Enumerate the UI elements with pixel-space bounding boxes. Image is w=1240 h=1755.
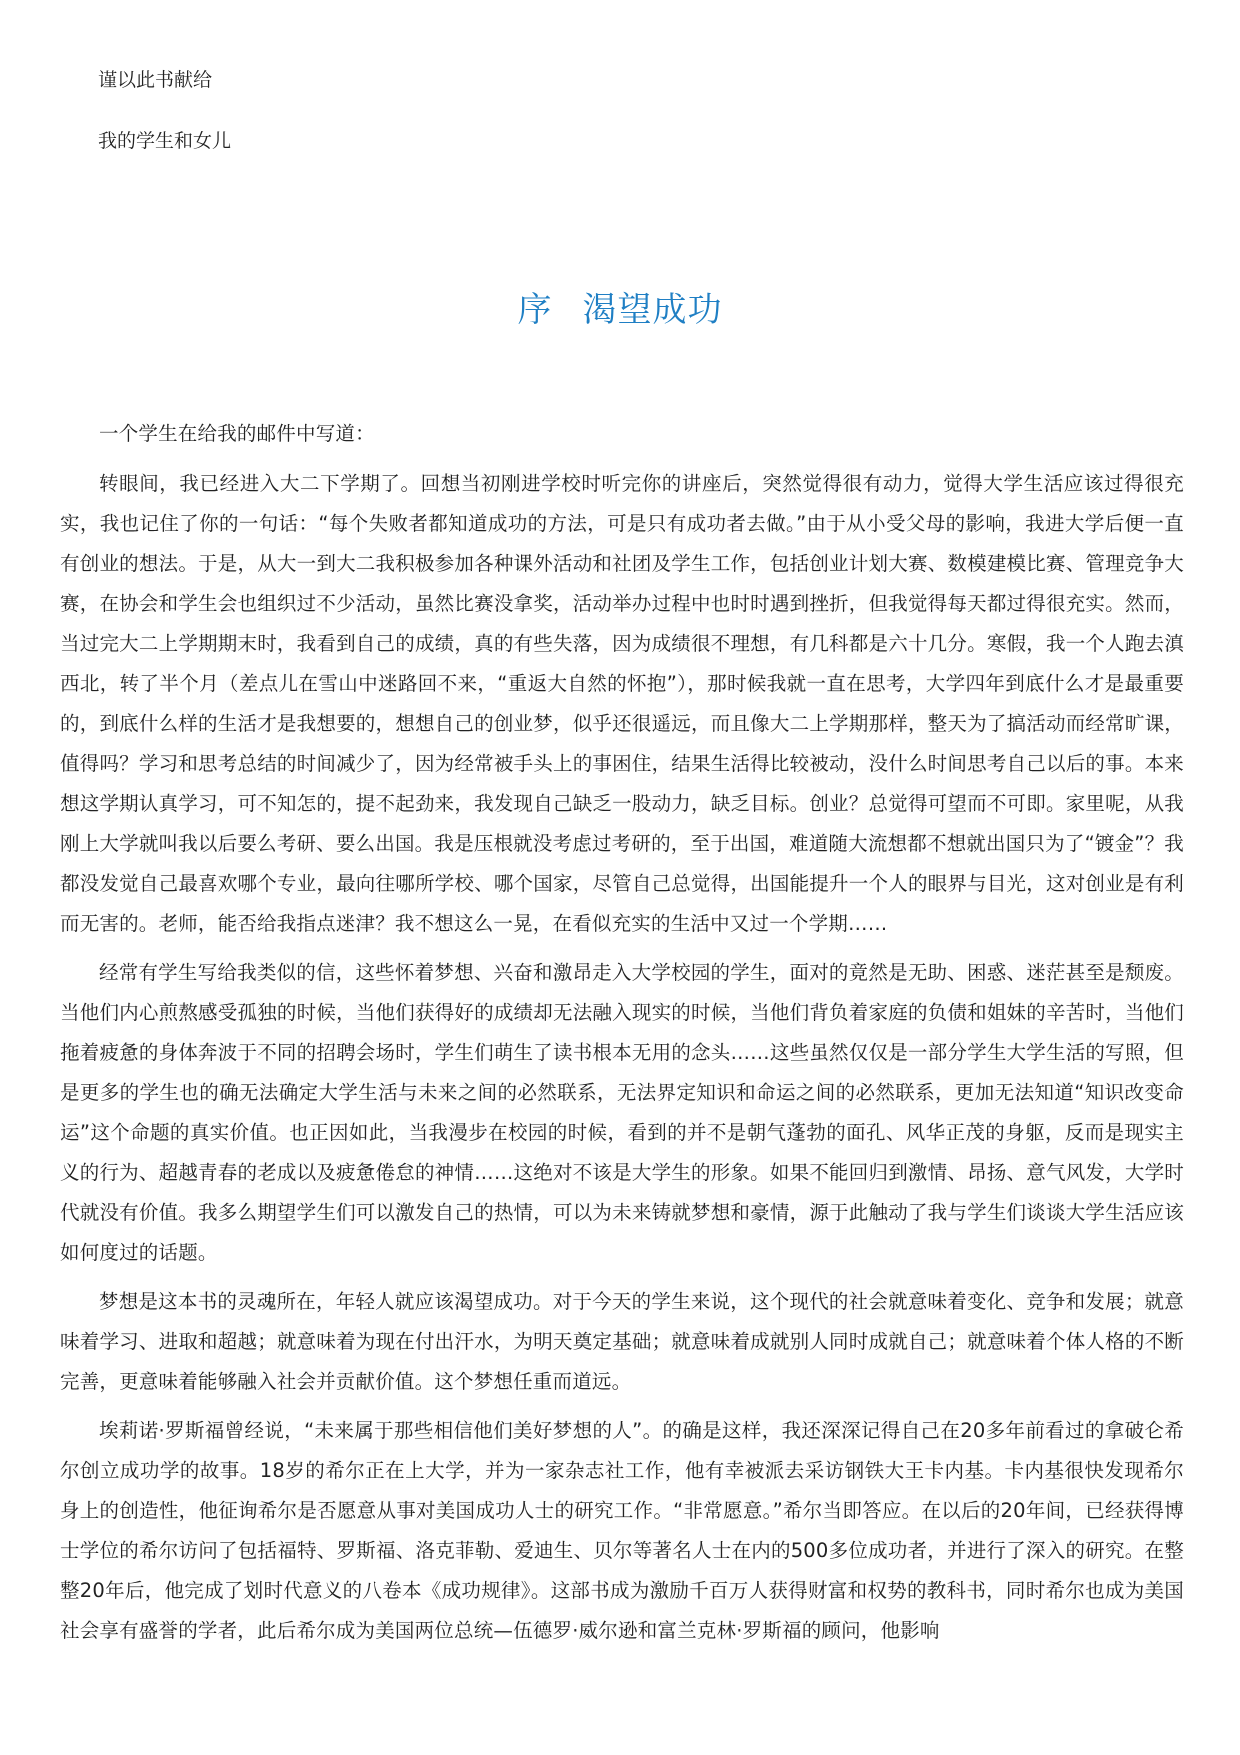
paragraph-roosevelt-hill: 埃莉诺·罗斯福曾经说，“未来属于那些相信他们美好梦想的人”。的确是这样，我还深深记得自己在20多年前看过的拿破仑希尔创立成功学的故事。18岁的希尔正在上大学，并为一家杂志社工作，他有幸被派去采访钢铁大王卡内基。卡内基很快发现希尔身上的创造性，他征询希尔是否愿意从事对美国成功人士的研究工作。“非常愿意。”希尔当即答应。在以后的20年间，已经获得博士学位的希尔访问了包括福特、罗斯福、洛克菲勒、爱迪生、贝尔等著名人士在内的500多位成功者，并进行了深入的研究。在整整20年后，他完成了划时代意义的八卷本《成功规律》。这部书成为激励千百万人获得财富和权势的教科书，同时希尔也成为美国社会享有盛誉的学者，此后希尔成为美国两位总统—伍德罗·威尔逊和富兰克林·罗斯福的顾问，他影响 — [60, 1419, 1184, 1642]
body-text — [60, 414, 1184, 1660]
dedication-line-2: 我的学生和女儿 — [98, 130, 232, 152]
paragraph-intro: 一个学生在给我的邮件中写道： — [99, 422, 375, 445]
chapter-heading — [0, 288, 1240, 332]
paragraph-dream-soul: 梦想是这本书的灵魂所在，年轻人就应该渴望成功。对于今天的学生来说，这个现代的社会就意味着变化、竞争和发展；就意味着学习、进取和超越；就意味着为现在付出汗水，为明天奠定基础；就意味着成就别人同时成就自己；就意味着个体人格的不断完善，更意味着能够融入社会并贡献价值。这个梦想任重而道远。 — [60, 1290, 1184, 1393]
paragraph-student-email: 转眼间，我已经进入大二下学期了。回想当初刚进学校时听完你的讲座后，突然觉得很有动力，觉得大学生活应该过得很充实，我也记住了你的一句话：“每个失败者都知道成功的方法，可是只有成功者去做。”由于从小受父母的影响，我进大学后便一直有创业的想法。于是，从大一到大二我积极参加各种课外活动和社团及学生工作，包括创业计划大赛、数模建模比赛、管理竞争大赛，在协会和学生会也组织过不少活动，虽然比赛没拿奖，活动举办过程中也时时遇到挫折，但我觉得每天都过得很充实。然而，当过完大二上学期期末时，我看到自己的成绩，真的有些失落，因为成绩很不理想，有几科都是六十几分。寒假，我一个人跑去滇西北，转了半个月（差点儿在雪山中迷路回不来，“重返大自然的怀抱”），那时候我就一直在思考，大学四年到底什么才是最重要的，到底什么样的生活才是我想要的，想想自己的创业梦，似乎还很遥远，而且像大二上学期那样，整天为了搞活动而经常旷课，值得吗？学习和思考总结的时间减少了，因为经常被手头上的事困住，结果生活得比较被动，没什么时间思考自己以后的事。本来想这学期认真学习，可不知怎的，提不起劲来，我发现自己缺乏一股动力，缺乏目标。创业？总觉得可望而不可即。家里呢，从我刚上大学就叫我以后要么考研、要么出国。我是压根就没考虑过考研的，至于出国，难道随大流想都不想就出国只为了“镀金”？我都没发觉自己最喜欢哪个专业，最向往哪所学校、哪个国家，尽管自己总觉得，出国能提升一个人的眼界与目光，这对创业是有利而无害的。老师，能否给我指点迷津？我不想这么一晃，在看似充实的生活中又过一个学期…… — [60, 472, 1184, 935]
paragraph-similar-letters: 经常有学生写给我类似的信，这些怀着梦想、兴奋和激昂走入大学校园的学生，面对的竟然是无助、困惑、迷茫甚至是颓废。当他们内心煎熬感受孤独的时候，当他们获得好的成绩却无法融入现实的时候，当他们背负着家庭的负债和姐妹的辛苦时，当他们拖着疲惫的身体奔波于不同的招聘会场时，学生们萌生了读书根本无用的念头……这些虽然仅仅是一部分学生大学生活的写照，但是更多的学生也的确无法确定大学生活与未来之间的必然联系，无法界定知识和命运之间的必然联系，更加无法知道“知识改变命运”这个命题的真实价值。也正因如此，当我漫步在校园的时候，看到的并不是朝气蓬勃的面孔、风华正茂的身躯，反而是现实主义的行为、超越青春的老成以及疲惫倦怠的神情……这绝对不该是大学生的形象。如果不能回归到激情、昂扬、意气风发，大学时代就没有价值。我多么期望学生们可以激发自己的热情，可以为未来铸就梦想和豪情，源于此触动了我与学生们谈谈大学生活应该如何度过的话题。 — [60, 961, 1184, 1264]
chapter-label: 序 — [517, 290, 553, 330]
chapter-title: 渴望成功 — [582, 290, 723, 330]
dedication-line-1: 谨以此书献给 — [98, 69, 213, 91]
